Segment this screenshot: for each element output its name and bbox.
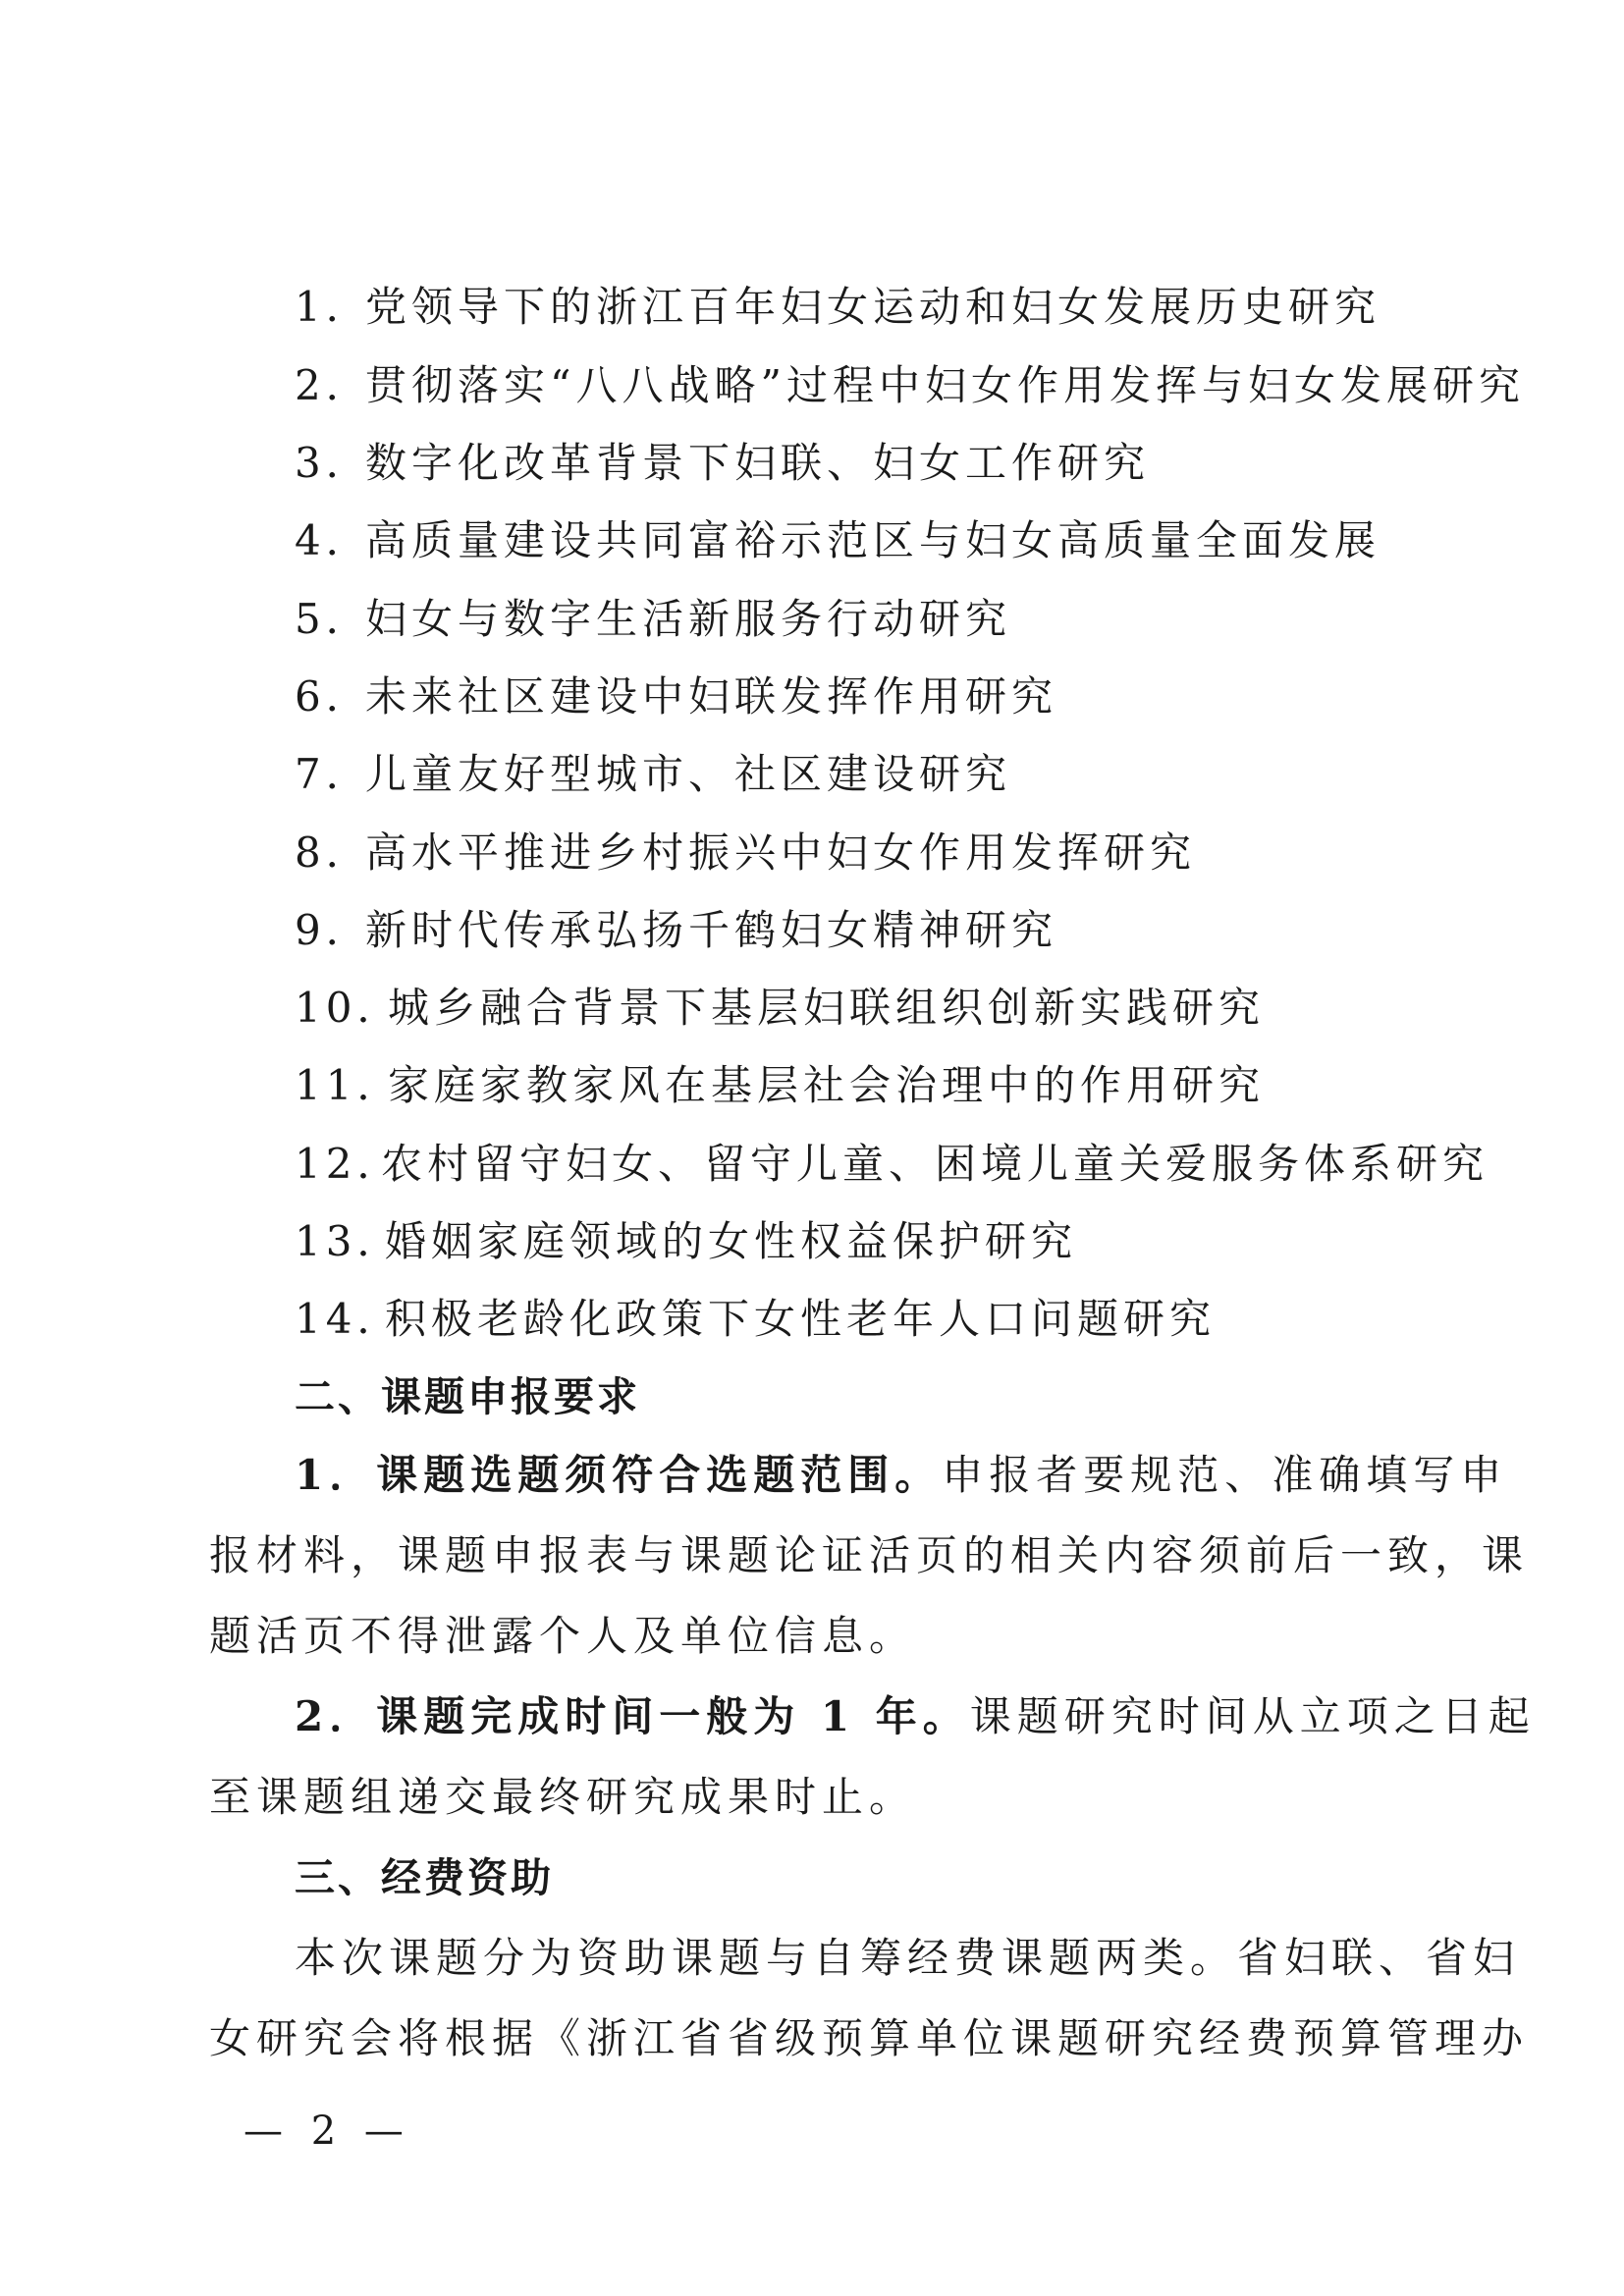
topic-text: 数字化改革背景下妇联、妇女工作研究 (365, 439, 1151, 487)
topic-item (0, 1056, 1624, 1115)
topic-item (0, 979, 1624, 1038)
topic-number: 11． (295, 1061, 404, 1109)
topic-text: 高质量建设共同富裕示范区与妇女高质量全面发展 (365, 516, 1381, 564)
funding-line-1: 本次课题分为资助课题与自筹经费课题两类。省妇联、省妇 (295, 1934, 1521, 1982)
topic-item (0, 434, 1624, 493)
topic-item (0, 356, 1624, 415)
topic-text: 未来社区建设中妇联发挥作用研究 (365, 672, 1058, 721)
topic-item (0, 1290, 1624, 1349)
topic-number: 14． (295, 1295, 404, 1343)
topic-item (0, 824, 1624, 882)
requirement-1-lead: 1．课题选题须符合选题范围。 (295, 1451, 943, 1499)
requirement-1-line-3: 题活页不得泄露个人及单位信息。 (209, 1612, 917, 1660)
topic-item (0, 901, 1624, 960)
topic-text: 城乡融合背景下基层妇联组织创新实践研究 (388, 984, 1266, 1032)
topic-text: 新时代传承弘扬千鹤妇女精神研究 (365, 906, 1058, 954)
topic-text: 高水平推进乡村振兴中妇女作用发挥研究 (365, 828, 1197, 877)
requirement-2-line-2: 至课题组递交最终研究成果时止。 (209, 1773, 917, 1821)
requirement-1-line-1 (295, 1446, 1624, 1505)
section-heading-funding: 三、经费资助 (295, 1854, 554, 1901)
topic-item (0, 667, 1624, 726)
topic-item (0, 745, 1624, 804)
topic-text: 儿童友好型城市、社区建设研究 (365, 750, 1012, 798)
requirement-2-lead: 2．课题完成时间一般为 1 年。 (295, 1692, 970, 1740)
section-heading-requirements: 二、课题申报要求 (295, 1373, 640, 1420)
topic-number: 7． (295, 750, 372, 798)
topic-item (0, 1135, 1624, 1194)
funding-line-2: 女研究会将根据《浙江省省级预算单位课题研究经费预算管理办 (209, 2014, 1530, 2062)
topic-number: 5． (295, 595, 372, 643)
topic-item (0, 511, 1624, 570)
topic-item (0, 590, 1624, 649)
requirement-2-line-1 (295, 1687, 1624, 1746)
topic-number: 9． (295, 906, 372, 954)
topic-number: 13． (295, 1217, 404, 1265)
topic-text: 家庭家教家风在基层社会治理中的作用研究 (388, 1061, 1266, 1109)
topic-number: 6． (295, 672, 372, 721)
requirement-1-line-2: 报材料，课题申报表与课题论证活页的相关内容须前后一致，课 (209, 1531, 1530, 1579)
topic-number: 1． (295, 283, 372, 331)
topic-number: 12． (295, 1140, 404, 1188)
topic-number: 8． (295, 828, 372, 877)
page-number: — 2 — (244, 2109, 411, 2154)
topic-text: 贯彻落实“八八战略”过程中妇女作用发挥与妇女发展研究 (365, 361, 1525, 409)
requirement-1-rest: 申报者要规范、准确填写申 (942, 1451, 1508, 1499)
topic-number: 2． (295, 361, 372, 409)
topic-text: 妇女与数字生活新服务行动研究 (365, 595, 1012, 643)
topic-number: 4． (295, 516, 372, 564)
topic-text: 党领导下的浙江百年妇女运动和妇女发展历史研究 (365, 283, 1381, 331)
topic-text: 婚姻家庭领域的女性权益保护研究 (385, 1217, 1078, 1265)
topic-item (0, 278, 1624, 337)
topic-item (0, 1212, 1624, 1271)
topic-number: 3． (295, 439, 372, 487)
requirement-2-rest: 课题研究时间从立项之日起 (969, 1692, 1536, 1740)
topic-text: 积极老龄化政策下女性老年人口问题研究 (385, 1295, 1217, 1343)
topic-text: 农村留守妇女、留守儿童、困境儿童关爱服务体系研究 (381, 1140, 1489, 1188)
topic-number: 10． (295, 984, 404, 1032)
